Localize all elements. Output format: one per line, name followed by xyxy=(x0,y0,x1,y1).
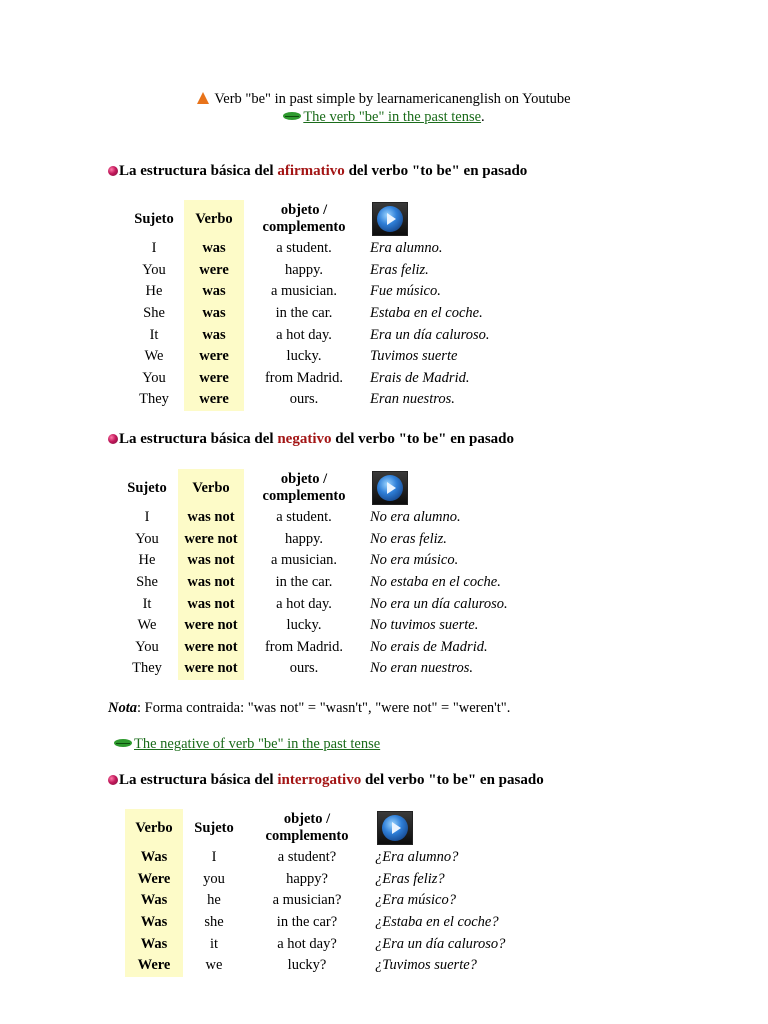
object-cell: a hot day? xyxy=(277,935,337,952)
affirmative-table xyxy=(124,200,532,411)
heading-text: La estructura básica del xyxy=(119,163,278,179)
orange-triangle-icon xyxy=(197,92,209,104)
translation-cell: ¿Eras feliz? xyxy=(375,870,445,887)
object-cell: from Madrid. xyxy=(264,638,344,655)
subject-cell: it xyxy=(209,935,219,952)
subject-cell: I xyxy=(211,849,217,866)
translation-cell: Fue músico. xyxy=(370,283,441,300)
verb-cell: were not xyxy=(178,658,244,680)
column-object-line1: objeto / xyxy=(283,811,331,827)
column-object xyxy=(244,200,364,238)
green-leaf-icon xyxy=(283,112,301,120)
table-row xyxy=(116,572,552,594)
video-title-line xyxy=(0,91,768,108)
subject-cell: You xyxy=(135,530,159,547)
translation-cell: ¿Era alumno? xyxy=(375,849,459,866)
verb-cell: Were xyxy=(125,955,183,977)
object-cell: in the car? xyxy=(276,914,338,931)
subject-cell: It xyxy=(142,595,152,612)
object-cell: a student. xyxy=(276,509,332,526)
subject-cell: They xyxy=(132,660,162,677)
column-verb: Verbo xyxy=(184,200,244,238)
translation-cell: No erais de Madrid. xyxy=(370,638,488,655)
verb-cell: was not xyxy=(178,550,244,572)
subject-cell: They xyxy=(139,391,169,408)
translation-cell: ¿Tuvimos suerte? xyxy=(375,957,477,974)
play-cell xyxy=(369,809,547,847)
translation-cell: Eran nuestros. xyxy=(370,391,455,408)
heading-keyword: negativo xyxy=(277,431,332,447)
subject-cell: She xyxy=(136,574,158,591)
table-header-row xyxy=(116,469,552,507)
subject-cell: He xyxy=(145,283,163,300)
table-row xyxy=(125,847,547,869)
object-cell: a musician. xyxy=(270,552,338,569)
column-object xyxy=(244,469,364,507)
translation-cell: Era alumno. xyxy=(370,240,443,257)
green-leaf-icon xyxy=(114,739,132,747)
verb-cell: were xyxy=(184,346,244,368)
translation-cell: No estaba en el coche. xyxy=(370,574,501,591)
verb-cell: were not xyxy=(178,529,244,551)
verb-cell: were xyxy=(184,389,244,411)
header-link-line xyxy=(0,109,768,126)
negative-table xyxy=(116,469,552,680)
subject-cell: I xyxy=(151,240,157,257)
verb-cell: was not xyxy=(178,572,244,594)
translation-cell: ¿Era músico? xyxy=(375,892,456,909)
table-row xyxy=(124,389,532,411)
translation-cell: ¿Era un día caluroso? xyxy=(375,935,506,952)
note-label: Nota xyxy=(108,700,137,716)
object-cell: a musician? xyxy=(272,892,342,909)
table-row xyxy=(124,260,532,282)
column-object-line2: complemento xyxy=(262,219,346,235)
table-header-row xyxy=(125,809,547,847)
affirmative-heading xyxy=(108,163,527,180)
pink-ball-bullet-icon xyxy=(108,775,118,785)
table-row xyxy=(116,529,552,551)
pink-ball-bullet-icon xyxy=(108,434,118,444)
negative-past-tense-link[interactable]: The negative of verb "be" in the past tense xyxy=(134,736,381,752)
translation-cell: Tuvimos suerte xyxy=(370,348,458,365)
table-row xyxy=(124,238,532,260)
object-cell: a student. xyxy=(276,240,332,257)
subject-cell: She xyxy=(143,305,165,322)
verb-cell: were not xyxy=(178,615,244,637)
heading-text: del verbo "to be" en pasado xyxy=(331,431,514,447)
column-subject: Sujeto xyxy=(194,819,234,836)
table-row xyxy=(124,346,532,368)
subject-cell: we xyxy=(205,957,223,974)
translation-cell: No era alumno. xyxy=(370,509,461,526)
blue-play-button-icon[interactable] xyxy=(372,202,408,236)
translation-cell: Estaba en el coche. xyxy=(370,305,483,322)
play-cell xyxy=(364,200,532,238)
table-row xyxy=(125,955,547,977)
object-cell: in the car. xyxy=(275,574,333,591)
video-title: Verb "be" in past simple by learnamericanenglish on Youtube xyxy=(214,91,571,107)
negative-link-line xyxy=(114,736,380,753)
subject-cell: He xyxy=(138,552,156,569)
table-row xyxy=(125,933,547,955)
object-cell: happy. xyxy=(284,530,324,547)
column-verb: Verbo xyxy=(125,809,183,847)
translation-cell: No eran nuestros. xyxy=(370,660,473,677)
column-object xyxy=(245,809,369,847)
translation-cell: No tuvimos suerte. xyxy=(370,617,479,634)
verb-cell: was not xyxy=(178,507,244,529)
subject-cell: We xyxy=(144,348,164,365)
table-row xyxy=(125,869,547,891)
table-row xyxy=(116,637,552,659)
object-cell: a student? xyxy=(277,849,337,866)
object-cell: from Madrid. xyxy=(264,369,344,386)
subject-cell: You xyxy=(142,261,166,278)
subject-cell: You xyxy=(135,638,159,655)
translation-cell: Era un día caluroso. xyxy=(370,326,490,343)
subject-cell: It xyxy=(149,326,159,343)
translation-cell: Erais de Madrid. xyxy=(370,369,470,386)
verb-cell: Was xyxy=(125,912,183,934)
heading-text: La estructura básica del xyxy=(119,431,278,447)
subject-cell: he xyxy=(207,892,221,909)
object-cell: lucky? xyxy=(287,957,327,974)
verb-cell: was xyxy=(184,303,244,325)
heading-keyword: afirmativo xyxy=(277,163,345,179)
heading-text: La estructura básica del xyxy=(119,772,278,788)
object-cell: ours. xyxy=(289,660,319,677)
note-line xyxy=(108,700,510,717)
table-row xyxy=(124,303,532,325)
column-object-line1: objeto / xyxy=(280,202,328,218)
play-cell xyxy=(364,469,552,507)
column-subject: Sujeto xyxy=(134,210,174,227)
table-row xyxy=(124,281,532,303)
verb-cell: was not xyxy=(178,593,244,615)
verb-cell: was xyxy=(184,238,244,260)
table-row xyxy=(116,593,552,615)
verb-cell: were not xyxy=(178,637,244,659)
interrogative-heading xyxy=(108,772,544,789)
heading-text: del verbo "to be" en pasado xyxy=(361,772,544,788)
object-cell: a hot day. xyxy=(276,595,332,612)
heading-text: del verbo "to be" en pasado xyxy=(344,163,528,179)
verb-cell: Was xyxy=(125,933,183,955)
column-subject: Sujeto xyxy=(127,479,167,496)
table-row xyxy=(124,324,532,346)
column-object-line2: complemento xyxy=(265,828,349,844)
table-row xyxy=(125,890,547,912)
past-tense-link[interactable]: The verb "be" in the past tense xyxy=(303,109,482,125)
note-text: : Forma contraida: "was not" = "wasn't", "were not" = "weren't". xyxy=(137,700,511,716)
subject-cell: she xyxy=(204,914,224,931)
column-object-line1: objeto / xyxy=(280,471,328,487)
translation-cell: No era un día caluroso. xyxy=(370,595,508,612)
object-cell: ours. xyxy=(289,391,319,408)
table-row xyxy=(125,912,547,934)
blue-play-button-icon[interactable] xyxy=(377,811,413,845)
subject-cell: You xyxy=(142,369,166,386)
translation-cell: No era músico. xyxy=(370,552,459,569)
table-row xyxy=(116,615,552,637)
table-row xyxy=(116,658,552,680)
subject-cell: I xyxy=(144,509,150,526)
object-cell: in the car. xyxy=(275,305,333,322)
blue-play-button-icon[interactable] xyxy=(372,471,408,505)
verb-cell: were xyxy=(184,368,244,390)
object-cell: a musician. xyxy=(270,283,338,300)
table-header-row xyxy=(124,200,532,238)
table-row xyxy=(116,507,552,529)
verb-cell: was xyxy=(184,281,244,303)
table-row xyxy=(124,368,532,390)
translation-cell: Eras feliz. xyxy=(370,261,429,278)
object-cell: happy. xyxy=(284,261,324,278)
subject-cell: you xyxy=(203,870,225,887)
verb-cell: Was xyxy=(125,847,183,869)
link-suffix: . xyxy=(481,109,485,125)
subject-cell: We xyxy=(137,617,157,634)
object-cell: a hot day. xyxy=(276,326,332,343)
table-row xyxy=(116,550,552,572)
verb-cell: Were xyxy=(125,869,183,891)
negative-heading xyxy=(108,431,514,448)
verb-cell: was xyxy=(184,324,244,346)
heading-keyword: interrogativo xyxy=(277,772,362,788)
interrogative-table xyxy=(125,809,547,977)
pink-ball-bullet-icon xyxy=(108,166,118,176)
verb-cell: were xyxy=(184,260,244,282)
object-cell: happy? xyxy=(286,870,328,887)
column-object-line2: complemento xyxy=(262,488,346,504)
column-verb: Verbo xyxy=(178,469,244,507)
object-cell: lucky. xyxy=(286,617,322,634)
verb-cell: Was xyxy=(125,890,183,912)
translation-cell: ¿Estaba en el coche? xyxy=(375,914,499,931)
object-cell: lucky. xyxy=(286,348,322,365)
translation-cell: No eras feliz. xyxy=(370,530,447,547)
